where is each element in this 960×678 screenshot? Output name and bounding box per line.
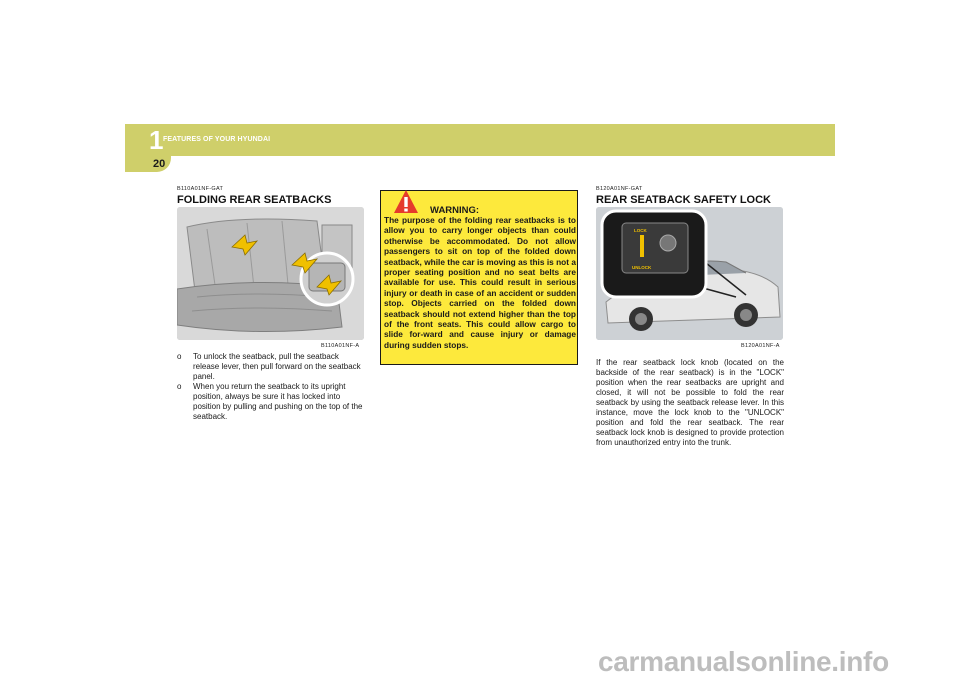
bullet-text: When you return the seatback to its upright position, always be sure it has locked into position by pulling and pushing on the top of the seatback. <box>193 382 363 421</box>
section-code-right: B120A01NF-GAT <box>596 186 643 192</box>
section-heading-left: FOLDING REAR SEATBACKS <box>177 194 332 206</box>
car-illustration <box>596 207 783 340</box>
safety-lock-paragraph: If the rear seatback lock knob (located on the backside of the rear seatback) is in the "LOCK" position when the rear seatbacks are upright and closed, it will not be possible to fold the rear seatback by using the seatback release lever. In this instance, move the lock knob to the "UNLOCK" position and fold the rear seatback. The rear seatback lock knob is designed to provide protection from unauthorized entry into the trunk. <box>596 358 784 447</box>
warning-body: The purpose of the folding rear seatbacks is to allow you to carry longer objects than could otherwise be accommodated. Do not allow passengers to sit on top of the folded down seatback, while the car is moving as this is not a proper seating position and no seat belts are available for use. This could result in serious injury or death in case of an accident or sudden stop. Objects carried on the folded down seatback should not extend higher than the top of the front seats. This could allow cargo to slide for-ward and cause injury or damage during sudden stops. <box>384 215 576 350</box>
warning-title: WARNING: <box>430 205 480 216</box>
list-item <box>177 352 367 382</box>
bullet-list-left <box>177 352 367 422</box>
rear-seatback-lock-photo <box>596 207 783 340</box>
chapter-title: FEATURES OF YOUR HYUNDAI <box>163 136 271 143</box>
bullet-mark: o <box>177 382 182 391</box>
exclamation-warning-icon <box>393 189 419 215</box>
seatback-illustration <box>177 207 364 340</box>
seatback-photo <box>177 207 364 340</box>
section-code-left: B110A01NF-GAT <box>177 186 224 192</box>
list-item <box>177 382 367 422</box>
inset-lock-label: LOCK <box>634 228 647 233</box>
chapter-number: 1 <box>149 125 164 155</box>
figure-code-left: B110A01NF-A <box>321 343 360 349</box>
section-heading-right: REAR SEATBACK SAFETY LOCK <box>596 194 771 206</box>
bullet-mark: o <box>177 352 182 361</box>
watermark: carmanualsonline.info <box>598 646 889 677</box>
figure-code-right: B120A01NF-A <box>741 343 780 349</box>
bullet-text: To unlock the seatback, pull the seatback release lever, then pull forward on the seatback panel. <box>193 352 361 381</box>
page-number: 20 <box>153 158 166 170</box>
inset-unlock-label: UNLOCK <box>632 265 652 270</box>
